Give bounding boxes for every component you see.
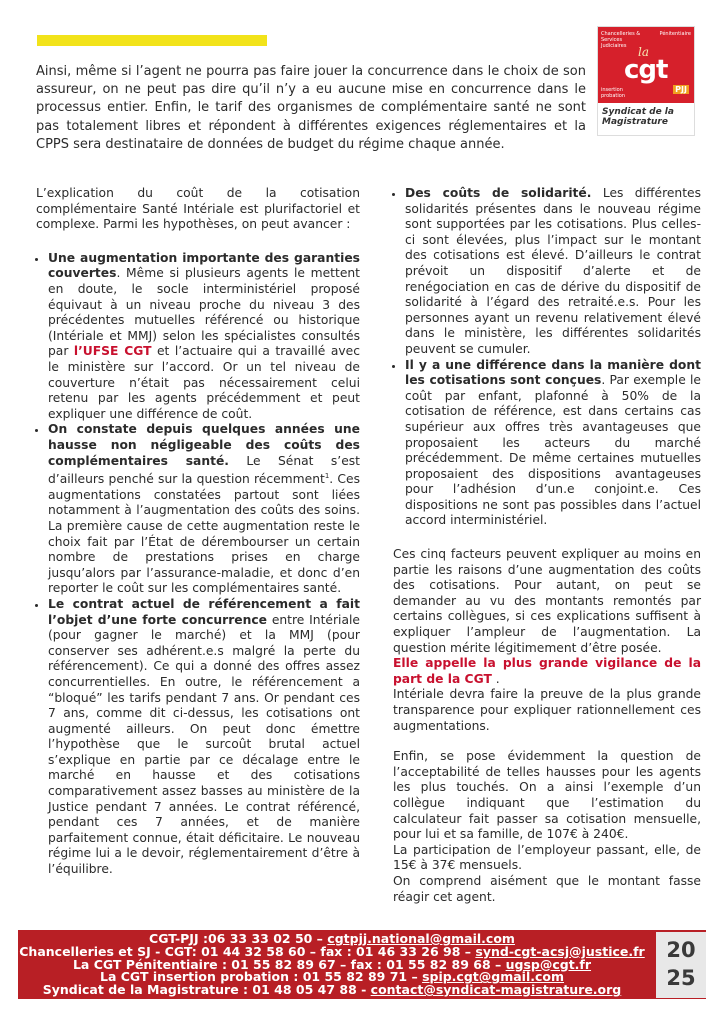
item-text: Le Sénat s’est d’ailleurs penché sur la question récemment [48,453,360,487]
email-link[interactable]: synd-cgt-acsj@justice.fr [475,943,645,959]
right-column [393,186,701,905]
item-text: . Ces augmentations constatées partout sont liées notamment à l’augmentation des coûts des soins. La première cause de cette augmentation reste le choix fait par l’État de dérembourser un certain nombre de prestations prises en charge jusqu’alors par l’assurance-maladie, et donc d’en reporter le coût sur les complémentaires santé. [48,472,360,596]
logo-la: la [638,45,649,59]
email-link[interactable]: spip.cgt@gmail.com [422,969,565,985]
list-item [48,251,360,423]
paragraph: On comprend aisément que le montant fasse réagir cet agent. [393,873,701,904]
paragraph: La participation de l’employeur passant, elle, de 15€ à 37€ mensuels. [393,842,701,873]
year-badge [656,932,706,998]
email-link[interactable]: contact@syndicat-magistrature.org [370,982,622,998]
item-text: Les différentes solidarités présentes dans le nouveau régime sont supportées par les cotisations. Plus celles-ci sont élevées, plus l’impact sur le montant des cotisations est élevé. D’ailleurs le contrat prévoit un dispositif d’alerte et de renégociation en cas de dérive du dispositif de solidarité à l’égard des retraité.e.s. Pour les personnes ayant un revenu relativement élevé dans le ministère, les différentes solidarités peuvent se cumuler. [405,186,702,356]
footnote-marker: 1 [324,472,330,481]
list-item [48,597,360,878]
item-title: Des coûts de solidarité. [405,186,592,200]
item-text: . Même si plusieurs agents le mettent en doute, le socle interministériel proposé équivaut à un niveau proche du niveau 3 des précédentes mutuelles référencé ou historique (Intériale et MMJ) selon les spécialistes consultés par [48,266,360,359]
list-item [48,422,360,597]
list-item [405,358,701,530]
item-title: On constate depuis quelques années une hausse non négligeable des coûts des complémentaires santé. [48,422,360,468]
contact-text: Syndicat de la Magistrature : 01 48 05 47 88 - [42,982,371,998]
logo-syndicat: Syndicat de la Magistrature [602,107,674,127]
paragraph-end: . [491,671,500,686]
vigilance-highlight: Elle appelle la plus grande vigilance de la part de la CGT [393,656,701,686]
year-bottom: 25 [666,966,696,990]
paragraph: Ces cinq facteurs peuvent expliquer au moins en partie les raisons d’une augmentation des coûts des cotisations. Pour autant, on peut se demander au vu des montants remontés par certains collègues, si ces explications suffisent à expliquer l’ampleur de l’augmentation. La question mérite légitimement d’être posée. [393,547,701,655]
logo-cgt: cgt [624,55,668,85]
left-column [36,186,360,878]
logo-insertion: insertion probation [601,87,625,99]
list-item [405,186,701,358]
contact-lines [18,933,646,997]
cgt-logo [597,26,695,136]
logo-left-text: Chancelleries & Services Judiciaires [601,31,641,49]
contact-text: La CGT insertion probation : 01 55 82 89 71 – [99,969,423,985]
hypotheses-list-continued [393,186,701,529]
hypotheses-list [36,251,360,878]
paragraph: Intériale devra faire la preuve de la plus grande transparence pour expliquer rationnellement ces augmentations. [393,687,701,733]
item-text: . Par exemple le coût par enfant, plafonné à 50% de la cotisation de référence, est dans certains cas supérieur aux offres très avantageuses que proposaient les acteurs du marché précédemment. De même certaines mutuelles proposaient des dispositions avantageuses pour l’adhésion d’un.e conjoint.e. Ces dispositions ne sont pas possibles dans l’actuel accord interministériel. [405,373,701,528]
email-link[interactable]: ugsp@cgt.fr [505,956,592,972]
ufse-cgt-highlight: l’UFSE CGT [73,344,152,359]
contact-text: CGT-PJJ :06 33 33 02 50 – [149,931,328,946]
item-text: entre Intériale (pour gagner le marché) et la MMJ (pour conserver ses adhérent.e.s malgré la perte du référencement). Ce qui a donné des offres assez concurrentielles. En outre, le référencement a “bloqué” les tarifs pendant 7 ans. Or pendant ces 7 ans, comme dit ci-dessus, les cotisations ont augmenté ailleurs. On peut donc émettre l’hypothèse que le surcoût brutal actuel s’explique en partie par ce décalage entre le marché en hausse et des cotisations comparativement assez basses au ministère de la Justice pendant 7 années. Le contrat référencé, pendant ces 7 années, et de manière parfaitement connue, était déficitaire. Le nouveau régime lui a le devoir, réglementairement d’être à l’équilibre. [48,612,360,877]
item-title: Le contrat actuel de référencement a fait l’objet d’une forte concurrence [48,596,360,627]
intro-paragraph: Ainsi, même si l’agent ne pourra pas faire jouer la concurrence dans le choix de son assureur, on ne peut pas dire qu’il n’y a eu aucune mise en concurrence dans le processus entier. Enfin, le tarif des organismes de complémentaire santé ne sont pas totalement libres et répondent à différentes exigences réglementaires et la CPPS sera destinataire de données de budget du régime chaque année. [36,64,586,152]
email-link[interactable]: cgtpjj.national@gmail.com [327,931,515,946]
contact-footer [18,930,706,999]
item-text: et l’actuaire qui a travaillé avec le ministère sur l’accord. Or un tel niveau de couverture n’était pas nécessairement celui retenu par les agents précédemment et peut expliquer une différence de coût. [48,344,360,421]
item-title: Une augmentation importante des garanties couvertes [48,250,360,281]
yellow-accent-bar [37,35,267,46]
year-top: 20 [666,938,696,962]
contact-text: Chancelleries et SJ - CGT: 01 44 32 58 60 – fax : 01 46 33 26 98 – [19,943,476,959]
logo-right-text: Pénitentiaire [659,31,691,37]
lead-paragraph: L’explication du coût de la cotisation complémentaire Santé Intériale est plurifactoriel et complexe. Parmi les hypothèses, on peut avancer : [36,186,360,232]
contact-text: La CGT Pénitentiaire : 01 55 82 89 67 – fax : 01 55 82 89 68 – [72,956,506,972]
logo-pjj: PJJ [675,85,687,94]
paragraph: Enfin, se pose évidemment la question de l’acceptabilité de telles hausses pour les agents les plus touchés. On a ainsi l’exemple d’un collègue indiquant que l’estimation du calculateur fait passer sa cotisation mensuelle, pour lui et sa famille, de 107€ à 240€. [393,749,701,842]
item-title: Il y a une différence dans la manière dont les cotisations sont conçues [405,357,701,388]
